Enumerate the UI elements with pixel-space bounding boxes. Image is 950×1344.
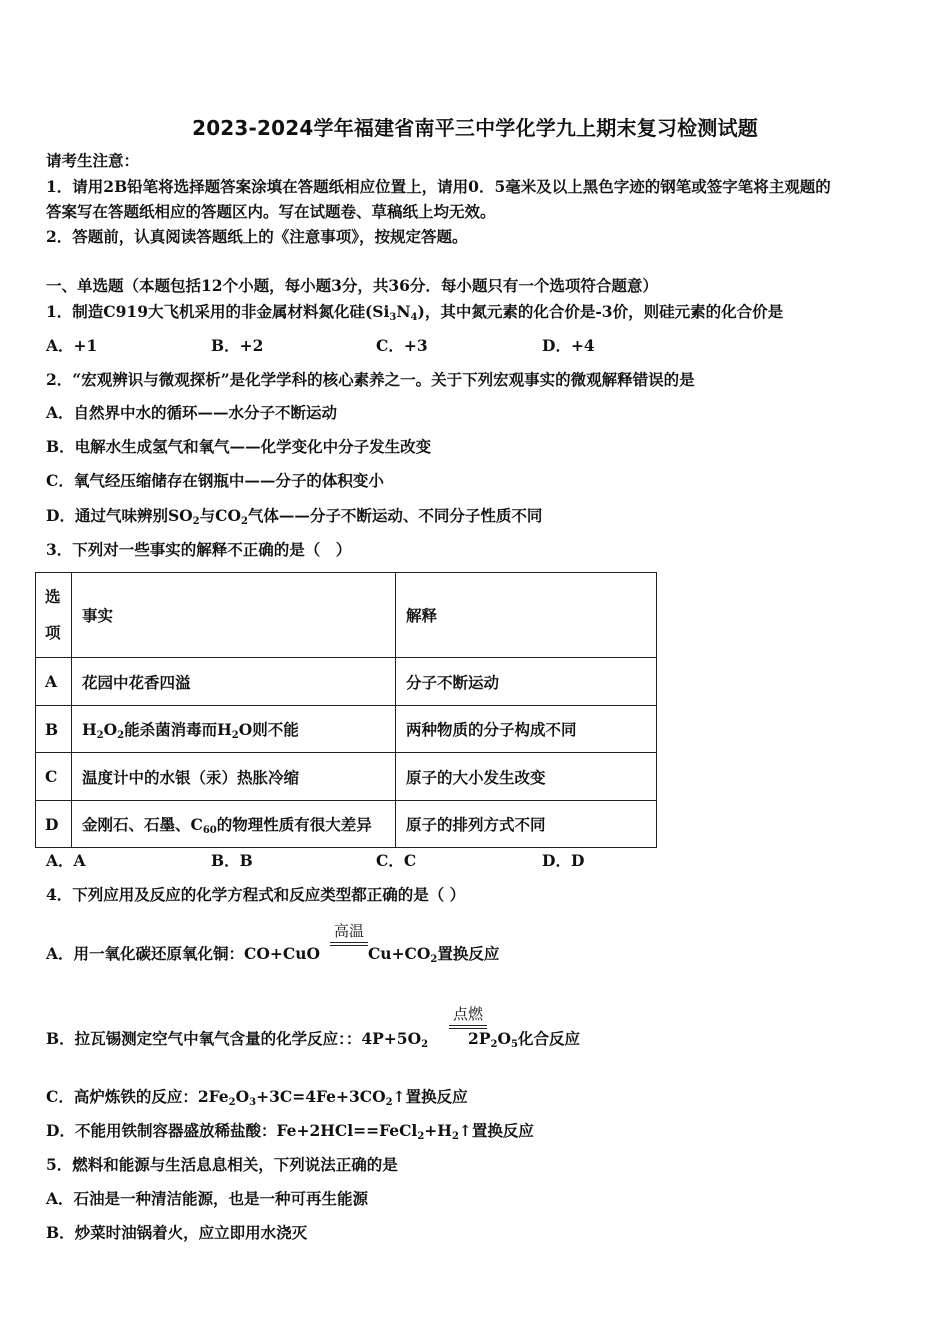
question-2-option-b[interactable]: B．电解水生成氢气和氧气——化学变化中分子发生改变 [46, 437, 432, 456]
option-b[interactable]: B．B [211, 851, 253, 870]
header-fact: 事实 [72, 573, 396, 658]
row-fact: 金刚石、石墨、$C_{60}$的物理性质有很大差异 [72, 801, 396, 848]
question-4-option-d[interactable]: D．不能用铁制容器盛放稀盐酸：$Fe+2HCl==FeCl_2+H_2↑$置换反应 [46, 1121, 534, 1142]
table-header-row [36, 573, 657, 658]
question-5-option-b[interactable]: B．炒菜时油锅着火，应立即用水浇灭 [46, 1223, 308, 1242]
question-4-option-c[interactable]: C．高炉炼铁的反应：$2Fe_2O_3+3C=4Fe+3CO_2↑$置换反应 [46, 1087, 468, 1108]
question-4-option-a[interactable]: A．用一氧化碳还原氧化铜：CO+CuO $Cu+CO_2$置换反应 [46, 944, 500, 965]
notice-item-1-cont: 答案写在答题纸相应的答题区内。写在试题卷、草稿纸上均无效。 [46, 202, 496, 221]
row-fact: 花园中花香四溢 [72, 658, 396, 706]
question-5-stem: 5．燃料和能源与生活息息相关，下列说法正确的是 [46, 1155, 398, 1174]
option-c[interactable]: C．+3 [376, 336, 428, 355]
row-explain: 分子不断运动 [396, 658, 657, 706]
row-explain: 原子的排列方式不同 [396, 801, 657, 848]
table-row [36, 801, 657, 848]
reaction-condition-ignite: 点燃 [449, 1003, 487, 1029]
table-row [36, 658, 657, 706]
row-explain: 原子的大小发生改变 [396, 753, 657, 801]
header-explain: 解释 [396, 573, 657, 658]
row-fact: $H_2O_2$能杀菌消毒而$H_2O$则不能 [72, 706, 396, 753]
row-option: C [36, 753, 72, 801]
notice-item-1: 1．请用2B铅笔将选择题答案涂填在答题纸相应位置上，请用0．5毫米及以上黑色字迹的钢笔或签字笔将主观题的 [46, 177, 831, 196]
question-2-option-d[interactable]: D．通过气味辨别$SO_2$与$CO_2$气体——分子不断运动、不同分子性质不同 [46, 506, 543, 527]
option-d[interactable]: D．D [542, 851, 585, 870]
question-3-table [35, 572, 657, 848]
question-4-option-b[interactable]: B．拉瓦锡测定空气中氧气含量的化学反应：：$4P+5O_2$ $2P_2O_5$化合反应 [46, 1029, 580, 1050]
notice-item-2: 2．答题前，认真阅读答题纸上的《注意事项》，按规定答题。 [46, 227, 468, 246]
row-explain: 两种物质的分子构成不同 [396, 706, 657, 753]
row-option: A [36, 658, 72, 706]
option-a[interactable]: A．+1 [46, 336, 98, 355]
question-2-option-a[interactable]: A．自然界中水的循环——水分子不断运动 [46, 403, 338, 422]
question-4-stem: 4．下列应用及反应的化学方程式和反应类型都正确的是（ ） [46, 885, 466, 904]
reaction-condition-heat: 高温 [330, 920, 368, 946]
question-2-stem: 2．“宏观辨识与微观探析”是化学学科的核心素养之一。关于下列宏观事实的微观解释错误的是 [46, 370, 695, 389]
section-heading: 一、单选题（本题包括12个小题，每小题3分，共36分．每小题只有一个选项符合题意） [46, 276, 658, 295]
row-option: B [36, 706, 72, 753]
option-d[interactable]: D．+4 [542, 336, 595, 355]
option-c[interactable]: C．C [376, 851, 417, 870]
question-2-option-c[interactable]: C．氧气经压缩储存在钢瓶中——分子的体积变小 [46, 471, 384, 490]
header-option: 选 项 [36, 573, 72, 658]
question-3-stem: 3．下列对一些事实的解释不正确的是（ ） [46, 540, 352, 559]
row-option: D [36, 801, 72, 848]
option-b[interactable]: B．+2 [211, 336, 264, 355]
page-title: 2023-2024学年福建省南平三中学化学九上期末复习检测试题 [192, 116, 758, 140]
option-a[interactable]: A．A [46, 851, 86, 870]
notice-heading: 请考生注意： [46, 151, 140, 170]
table-row [36, 706, 657, 753]
question-5-option-a[interactable]: A．石油是一种清洁能源，也是一种可再生能源 [46, 1189, 369, 1208]
table-row [36, 753, 657, 801]
question-1-stem: 1．制造C919大飞机采用的非金属材料氮化硅$(Si_3N_4)$，其中氮元素的化合价是-3价，则硅元素的化合价是 [46, 302, 784, 323]
row-fact: 温度计中的水银（汞）热胀冷缩 [72, 753, 396, 801]
